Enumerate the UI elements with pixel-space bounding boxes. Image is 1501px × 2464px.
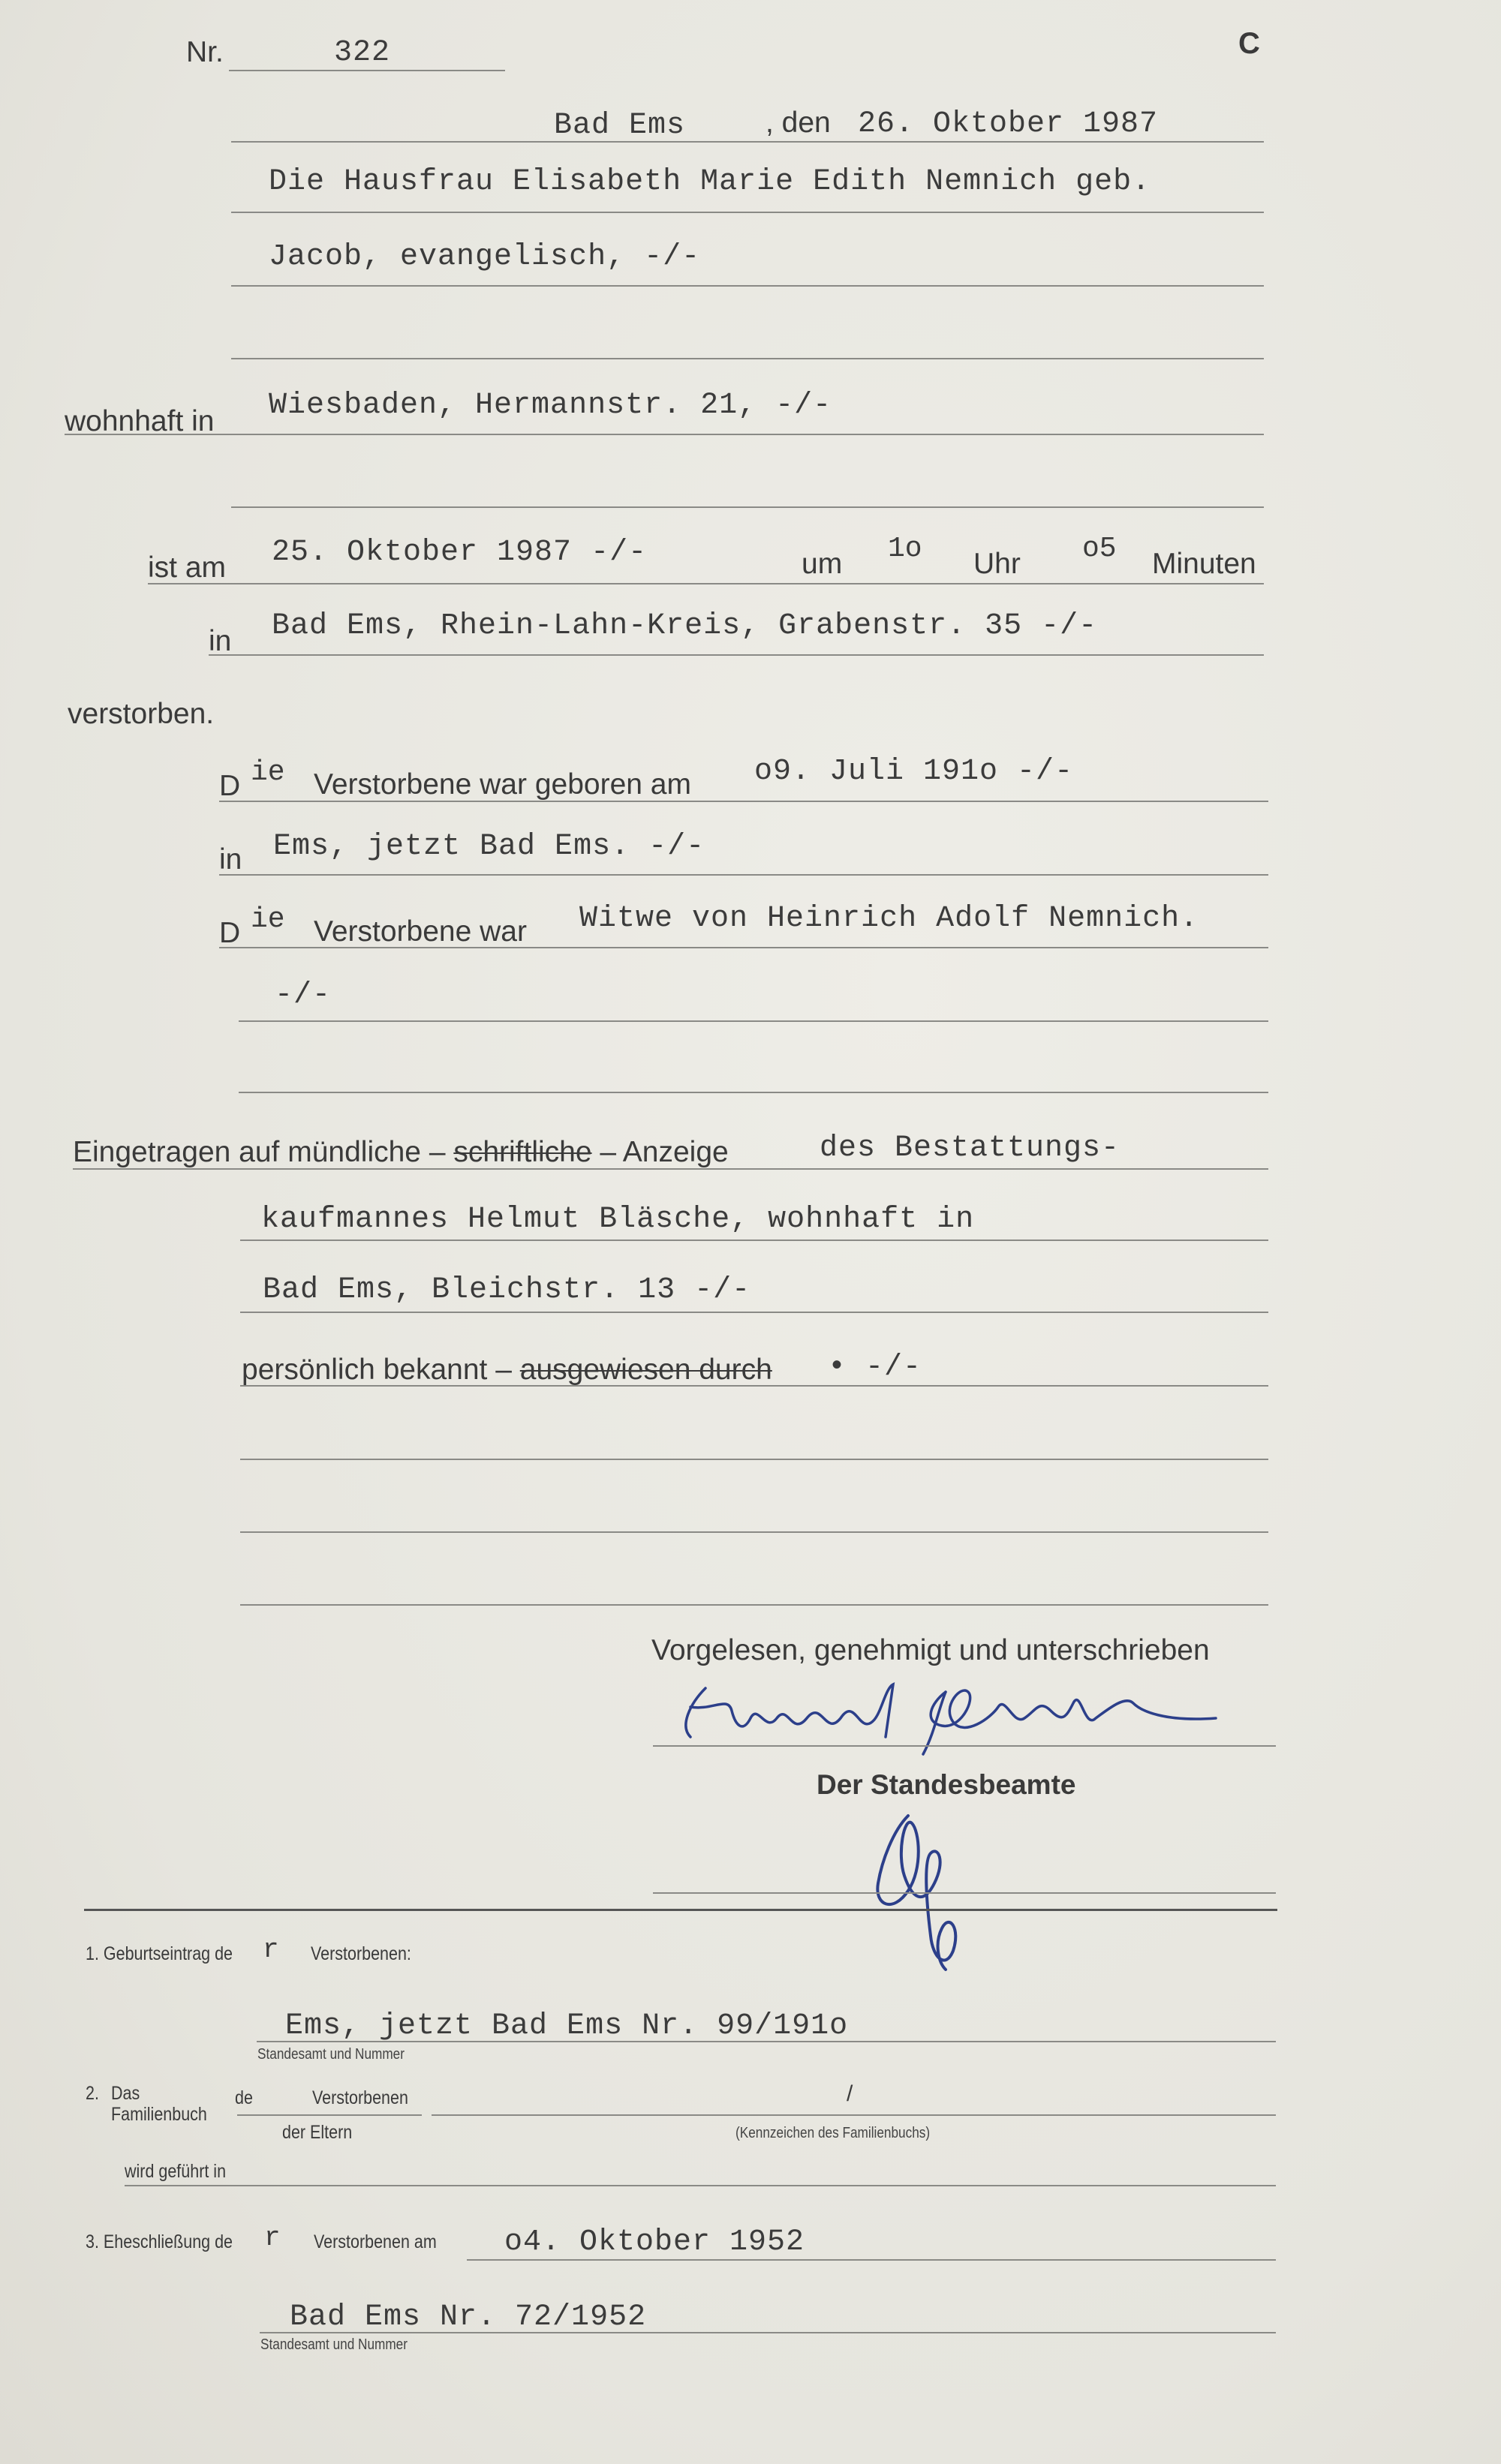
birth-entry-label-b: Verstorbenen: (311, 1943, 411, 1964)
marriage-caption: Standesamt und Nummer (260, 2336, 408, 2353)
family-book-line (432, 2114, 1276, 2116)
um-label: um (802, 548, 843, 580)
registrar-signature-line (653, 1892, 1276, 1894)
informant-signature-line (653, 1745, 1276, 1747)
nr-label: Nr. (186, 36, 224, 68)
registration-line-2-rule (240, 1240, 1268, 1241)
death-date-line (148, 583, 1264, 584)
marriage-letter: r (264, 2222, 281, 2253)
marital-line-1 (219, 947, 1268, 948)
identity-label-struck: ausgewiesen durch (519, 1354, 772, 1386)
family-book-de: de (235, 2087, 253, 2108)
residence-value: Wiesbaden, Hermannstr. 21, -/- (269, 389, 832, 422)
uhr-label: Uhr (973, 548, 1021, 580)
nr-line (229, 70, 505, 71)
minuten-label: Minuten (1152, 548, 1256, 580)
residence-line-2 (231, 506, 1264, 508)
birth-article-suffix: ie (251, 756, 285, 789)
nr-value: 322 (334, 36, 391, 70)
marriage-label-b: Verstorbenen am (314, 2231, 437, 2252)
verstorben-label: verstorben. (68, 698, 215, 730)
birth-label: Verstorbene war geboren am (314, 768, 691, 801)
registration-line-3-rule (240, 1312, 1268, 1313)
family-book-verstorbenen: Verstorbenen (312, 2087, 408, 2108)
marriage-value: Bad Ems Nr. 72/1952 (290, 2300, 647, 2334)
marital-value-2: -/- (275, 978, 332, 1012)
person-line-2-rule (231, 285, 1264, 287)
den-label: , den (766, 107, 831, 139)
family-book-eltern: der Eltern (282, 2122, 353, 2143)
death-place-line (209, 654, 1264, 656)
registration-value-start: des Bestattungs- (820, 1131, 1120, 1165)
registration-line-1 (73, 1168, 1268, 1170)
read-approved-label: Vorgelesen, genehmigt und unterschrieben (651, 1634, 1210, 1666)
death-place: Bad Ems, Rhein-Lahn-Kreis, Grabenstr. 35 -/- (272, 609, 1098, 643)
footer-divider (84, 1909, 1277, 1911)
registration-label-struck: schriftliche (453, 1136, 592, 1168)
informant-signature (645, 1666, 1238, 1756)
record-date: 26. Oktober 1987 (858, 107, 1159, 141)
marital-value-1: Witwe von Heinrich Adolf Nemnich. (579, 902, 1199, 936)
registration-line-3: Bad Ems, Bleichstr. 13 -/- (263, 1273, 751, 1307)
ist-am-label: ist am (148, 551, 227, 584)
registration-label-part2: – Anzeige (591, 1136, 729, 1168)
form-letter: C (1238, 27, 1260, 60)
death-date: 25. Oktober 1987 -/- (272, 536, 648, 569)
registration-line-2: kaufmannes Helmut Bläsche, wohnhaft in (261, 1203, 975, 1237)
birth-entry-value: Ems, jetzt Bad Ems Nr. 99/191o (285, 2009, 849, 2043)
death-in-label: in (209, 625, 232, 657)
person-line-2: Jacob, evangelisch, -/- (269, 240, 701, 274)
marital-line-2 (239, 1020, 1268, 1022)
birth-entry-line (257, 2041, 1276, 2042)
blank-line-3 (240, 1604, 1268, 1606)
marital-label: Verstorbene war (314, 915, 527, 948)
marriage-label-a: 3. Eheschließung de (86, 2231, 233, 2252)
family-book-num: 2. (86, 2083, 99, 2104)
identity-line (240, 1385, 1268, 1387)
family-book-caption: (Kennzeichen des Familienbuchs) (735, 2125, 931, 2141)
registration-label (73, 1136, 729, 1169)
blank-line-1 (240, 1459, 1268, 1460)
identity-label-known: persönlich bekannt – (242, 1354, 520, 1386)
registrar-signature (863, 1801, 976, 1973)
residence-label: wohnhaft in (65, 405, 215, 437)
identity-value: • -/- (828, 1351, 922, 1384)
person-line-3-rule (231, 358, 1264, 359)
place-of-record: Bad Ems (554, 109, 686, 143)
death-hour: 1o (888, 533, 922, 565)
family-book-divider (237, 2114, 422, 2116)
family-book-label: Familienbuch (111, 2104, 207, 2125)
person-line-1-rule (231, 212, 1264, 213)
marital-article-suffix: ie (251, 903, 285, 936)
birth-in-label: in (219, 843, 242, 876)
family-book-gefuehrt-line (125, 2185, 1276, 2186)
birth-date: o9. Juli 191o -/- (754, 755, 1074, 789)
birth-d-prefix: D (219, 770, 241, 802)
marital-line-3 (239, 1092, 1268, 1093)
marital-d-prefix: D (219, 917, 241, 949)
family-book-slash: / (847, 2081, 853, 2106)
birth-place-line (219, 874, 1268, 876)
registration-label-part1: Eingetragen auf mündliche – (73, 1136, 454, 1168)
residence-line (65, 434, 1264, 435)
identity-label (242, 1354, 772, 1387)
family-book-gefuehrt: wird geführt in (125, 2161, 227, 2182)
blank-line-2 (240, 1531, 1268, 1533)
birth-place: Ems, jetzt Bad Ems. -/- (273, 830, 705, 864)
date-line (231, 141, 1264, 143)
person-line-1: Die Hausfrau Elisabeth Marie Edith Nemnich geb. (269, 165, 1151, 199)
birth-entry-label-a: 1. Geburtseintrag de (86, 1943, 233, 1964)
registrar-label: Der Standesbeamte (817, 1769, 1076, 1800)
marriage-date-line (467, 2259, 1276, 2261)
birth-entry-caption: Standesamt und Nummer (257, 2046, 405, 2063)
death-minute: o5 (1082, 533, 1117, 565)
birth-date-line (219, 801, 1268, 802)
birth-entry-letter: r (263, 1934, 280, 1965)
family-book-das: Das (111, 2083, 140, 2104)
marriage-value-line (260, 2332, 1276, 2333)
marriage-date: o4. Oktober 1952 (504, 2225, 805, 2259)
